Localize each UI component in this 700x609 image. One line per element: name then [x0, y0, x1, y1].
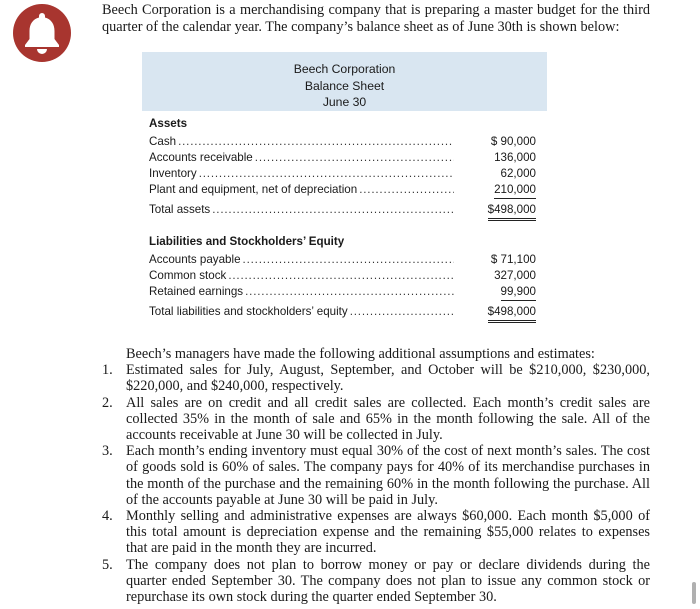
line-item-label: Retained earnings . . . — [149, 284, 454, 300]
line-item-row — [149, 252, 539, 268]
assumptions-section — [102, 346, 650, 605]
total-liabilities-label: Total liabilities and stockholders’ equity . . . — [149, 304, 454, 320]
notification-badge — [13, 4, 71, 62]
line-item-amount: 210,000 — [466, 182, 536, 199]
liabilities-heading: Liabilities and Stockholders’ Equity — [149, 235, 345, 248]
assumptions-list — [102, 362, 650, 605]
list-item — [102, 557, 650, 606]
list-item-number: 1. — [102, 362, 113, 379]
list-item-text: Each month’s ending inventory must equal 30% of the cost of next month’s sales. The cost of goods sold is 60% of sales. The company pays for 40% of its merchandise purchases in the month of the purchase and the remaining 60% in the month following the purchase. All of the accounts payable at June 30 will be paid in July. — [126, 443, 650, 508]
bell-icon — [13, 4, 71, 62]
list-item-text: The company does not plan to borrow money or pay or declare dividends during the quarter ended September 30. The company does not plan to issue any common stock or repurchase its own stock during the quarter ended September 30. — [126, 556, 650, 606]
list-item — [102, 508, 650, 557]
line-item-label: Plant and equipment, net of depreciation . . . — [149, 182, 454, 198]
line-item-label: Common stock . . . — [149, 268, 454, 284]
total-assets-label: Total assets . . . — [149, 202, 454, 218]
assumptions-lead: Beech’s managers have made the following additional assumptions and estimates: — [126, 346, 595, 362]
total-assets-amount: $498,000 — [466, 202, 536, 221]
assets-heading-row — [149, 116, 539, 132]
list-item-text: Monthly selling and administrative expenses are always $60,000. Each month $5,000 of this total amount is depreciation expense and the remaining $55,000 relates to expenses that are paid in the month they are incurred. — [126, 508, 650, 557]
list-item-number: 2. — [102, 394, 113, 411]
total-liabilities-row — [149, 304, 539, 320]
vertical-scrollbar[interactable] — [692, 582, 696, 604]
line-item-label: Inventory . . . — [149, 166, 454, 182]
list-item — [102, 362, 650, 394]
list-item-number: 4. — [102, 508, 113, 525]
line-item-row — [149, 284, 539, 300]
line-item-amount: $ 90,000 — [490, 135, 536, 148]
line-item-amount: 136,000 — [494, 151, 536, 164]
sheet-date: June 30 — [322, 95, 367, 109]
line-item-amount: 99,900 — [466, 284, 536, 301]
total-assets-row — [149, 202, 539, 218]
line-item-row — [149, 134, 539, 150]
line-item-row — [149, 182, 539, 198]
company-name: Beech Corporation — [293, 62, 396, 76]
balance-sheet — [142, 52, 547, 323]
list-item-text: All sales are on credit and all credit sales are collected. Each month’s credit sales are collected 35% in the month of sale and 65% in the month following the sale. All of the accounts receivable at June 30 will be collected in July. — [126, 394, 650, 444]
line-item-label: Accounts payable . . . — [149, 252, 454, 268]
line-item-amount: 62,000 — [500, 167, 536, 180]
list-item-text: Estimated sales for July, August, September, and October will be $210,000, $230,000, $220,000, and $240,000, respectively. — [126, 362, 650, 395]
assets-heading: Assets — [149, 117, 188, 130]
balance-sheet-header — [142, 52, 547, 111]
intro-paragraph: Beech Corporation is a merchandising company that is preparing a master budget for the third quarter of the calendar year. The company’s balance sheet as of June 30th is shown below: — [102, 2, 650, 35]
list-item — [102, 443, 650, 508]
list-item — [102, 395, 650, 444]
line-item-amount: $ 71,100 — [490, 253, 536, 266]
line-item-row — [149, 150, 539, 166]
line-item-amount: 327,000 — [494, 269, 536, 282]
total-liabilities-amount: $498,000 — [466, 304, 536, 323]
liabilities-heading-row — [149, 234, 539, 250]
line-item-row — [149, 268, 539, 284]
sheet-title: Balance Sheet — [304, 78, 385, 93]
list-item-number: 3. — [102, 443, 113, 460]
list-item-number: 5. — [102, 556, 113, 573]
line-item-row — [149, 166, 539, 182]
line-item-label: Cash . . . — [149, 134, 454, 150]
line-item-label: Accounts receivable . . . — [149, 150, 454, 166]
